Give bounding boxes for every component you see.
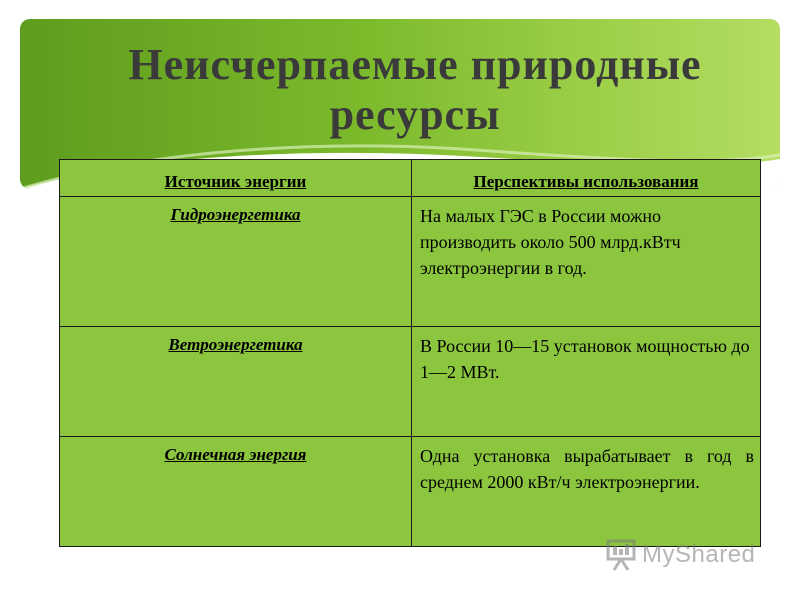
energy-table bbox=[59, 159, 761, 547]
watermark-text: MyShared bbox=[642, 541, 756, 568]
table-row bbox=[60, 327, 761, 437]
source-cell: Солнечная энергия bbox=[60, 437, 412, 547]
table-row bbox=[60, 197, 761, 327]
source-cell: Гидроэнергетика bbox=[60, 197, 412, 327]
table-header-row bbox=[60, 160, 761, 197]
description-cell: На малых ГЭС в России можно производить около 500 млрд.кВтч электроэнергии в год. bbox=[412, 197, 761, 327]
slide-title: Неисчерпаемые природные ресурсы bbox=[128, 40, 702, 139]
description-cell: В России 10—15 установок мощностью до 1—2 МВт. bbox=[412, 327, 761, 437]
source-cell: Ветроэнергетика bbox=[60, 327, 412, 437]
presentation-board-icon bbox=[606, 538, 636, 572]
table-row bbox=[60, 437, 761, 547]
watermark bbox=[606, 538, 755, 572]
column-header-source: Источник энергии bbox=[60, 160, 412, 197]
column-header-prospects: Перспективы использования bbox=[412, 160, 761, 197]
description-cell: Одна установка вырабатывает в год в среднем 2000 кВт/ч электроэнергии. bbox=[412, 437, 761, 547]
